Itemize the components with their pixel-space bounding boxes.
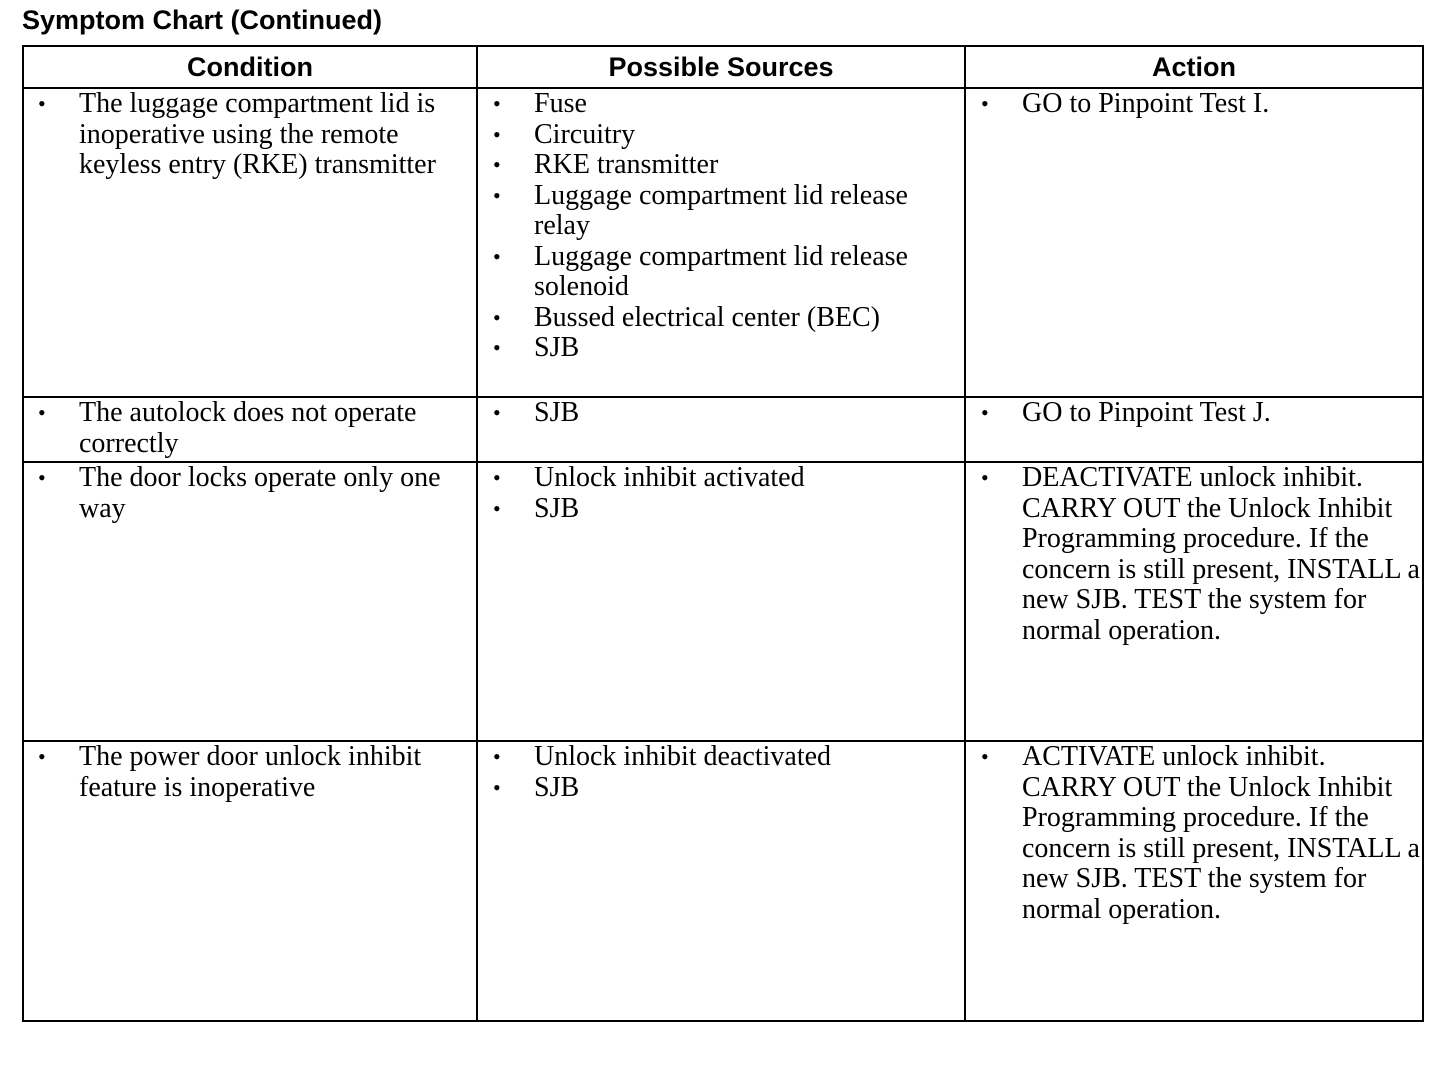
list-item [966, 398, 1422, 429]
action-cell [965, 397, 1423, 462]
header-condition: Condition [23, 46, 477, 88]
bullet-icon: • [493, 495, 501, 521]
source-text: Unlock inhibit deactivated [534, 741, 832, 772]
list-item [478, 742, 964, 773]
list-item [966, 742, 1422, 925]
header-row [23, 46, 1423, 88]
symptom-chart-table [22, 45, 1424, 1022]
bullet-icon: • [981, 465, 989, 490]
list-item [478, 89, 964, 120]
bullet-icon: • [493, 335, 501, 360]
list-item [478, 181, 964, 242]
bullet-icon: • [493, 400, 501, 425]
source-text: Luggage compartment lid release solenoid [534, 240, 908, 302]
bullet-icon: • [38, 91, 46, 116]
source-text: SJB [534, 397, 580, 428]
list-item [478, 150, 964, 181]
action-text: GO to Pinpoint Test J. [1022, 397, 1271, 428]
source-text: SJB [534, 332, 580, 363]
header-possible-sources: Possible Sources [477, 46, 965, 88]
source-text: Circuitry [534, 118, 636, 150]
list-item [24, 742, 476, 803]
bullet-icon: • [38, 400, 46, 425]
list-item [478, 333, 964, 364]
bullet-icon: • [493, 121, 501, 147]
action-cell [965, 741, 1423, 1021]
bullet-icon: • [493, 182, 501, 208]
bullet-icon: • [493, 744, 501, 769]
bullet-icon: • [493, 304, 501, 330]
list-item [966, 89, 1422, 120]
condition-cell [23, 88, 477, 397]
condition-cell [23, 462, 477, 741]
header-action: Action [965, 46, 1423, 88]
action-text: GO to Pinpoint Test I. [1022, 88, 1270, 119]
condition-text: The luggage compartment lid is inoperative using the remote keyless entry (RKE) transmitter [79, 88, 436, 180]
table-row [23, 462, 1423, 741]
bullet-icon: • [981, 91, 989, 116]
list-item [24, 398, 476, 459]
action-cell [965, 88, 1423, 397]
table-row [23, 741, 1423, 1021]
source-text: SJB [534, 492, 580, 524]
condition-cell [23, 397, 477, 462]
sources-cell [477, 397, 965, 462]
action-text: DEACTIVATE unlock inhibit. CARRY OUT the Unlock Inhibit Programming procedure. If the concern is still present, INSTALL a new SJB. TEST the system for normal operation. [1022, 462, 1420, 646]
source-text: Bussed electrical center (BEC) [534, 301, 880, 333]
action-text: ACTIVATE unlock inhibit. CARRY OUT the Unlock Inhibit Programming procedure. If the concern is still present, INSTALL a new SJB. TEST the system for normal operation. [1022, 741, 1420, 925]
source-text: Fuse [534, 88, 587, 119]
bullet-icon: • [981, 744, 989, 769]
bullet-icon: • [38, 465, 46, 490]
source-text: SJB [534, 771, 580, 803]
source-text: Unlock inhibit activated [534, 462, 805, 493]
condition-text: The power door unlock inhibit feature is inoperative [79, 741, 422, 803]
condition-text: The autolock does not operate correctly [79, 397, 417, 459]
list-item [478, 773, 964, 804]
bullet-icon: • [493, 243, 501, 269]
table-row [23, 88, 1423, 397]
list-item [478, 303, 964, 334]
list-item [478, 494, 964, 525]
bullet-icon: • [493, 91, 501, 116]
bullet-icon: • [38, 744, 46, 769]
sources-cell [477, 462, 965, 741]
list-item [478, 242, 964, 303]
page-title: Symptom Chart (Continued) [22, 5, 382, 35]
bullet-icon: • [493, 465, 501, 490]
bullet-icon: • [493, 774, 501, 800]
condition-cell [23, 741, 477, 1021]
bullet-icon: • [981, 400, 989, 425]
source-text: RKE transmitter [534, 149, 719, 180]
source-text: Luggage compartment lid release relay [534, 179, 908, 241]
action-cell [965, 462, 1423, 741]
list-item [478, 463, 964, 494]
list-item [966, 463, 1422, 646]
list-item [24, 89, 476, 181]
condition-text: The door locks operate only one way [79, 462, 441, 524]
table-row [23, 397, 1423, 462]
list-item [24, 463, 476, 524]
list-item [478, 398, 964, 429]
sources-cell [477, 741, 965, 1021]
sources-cell [477, 88, 965, 397]
list-item [478, 120, 964, 151]
bullet-icon: • [493, 152, 501, 177]
